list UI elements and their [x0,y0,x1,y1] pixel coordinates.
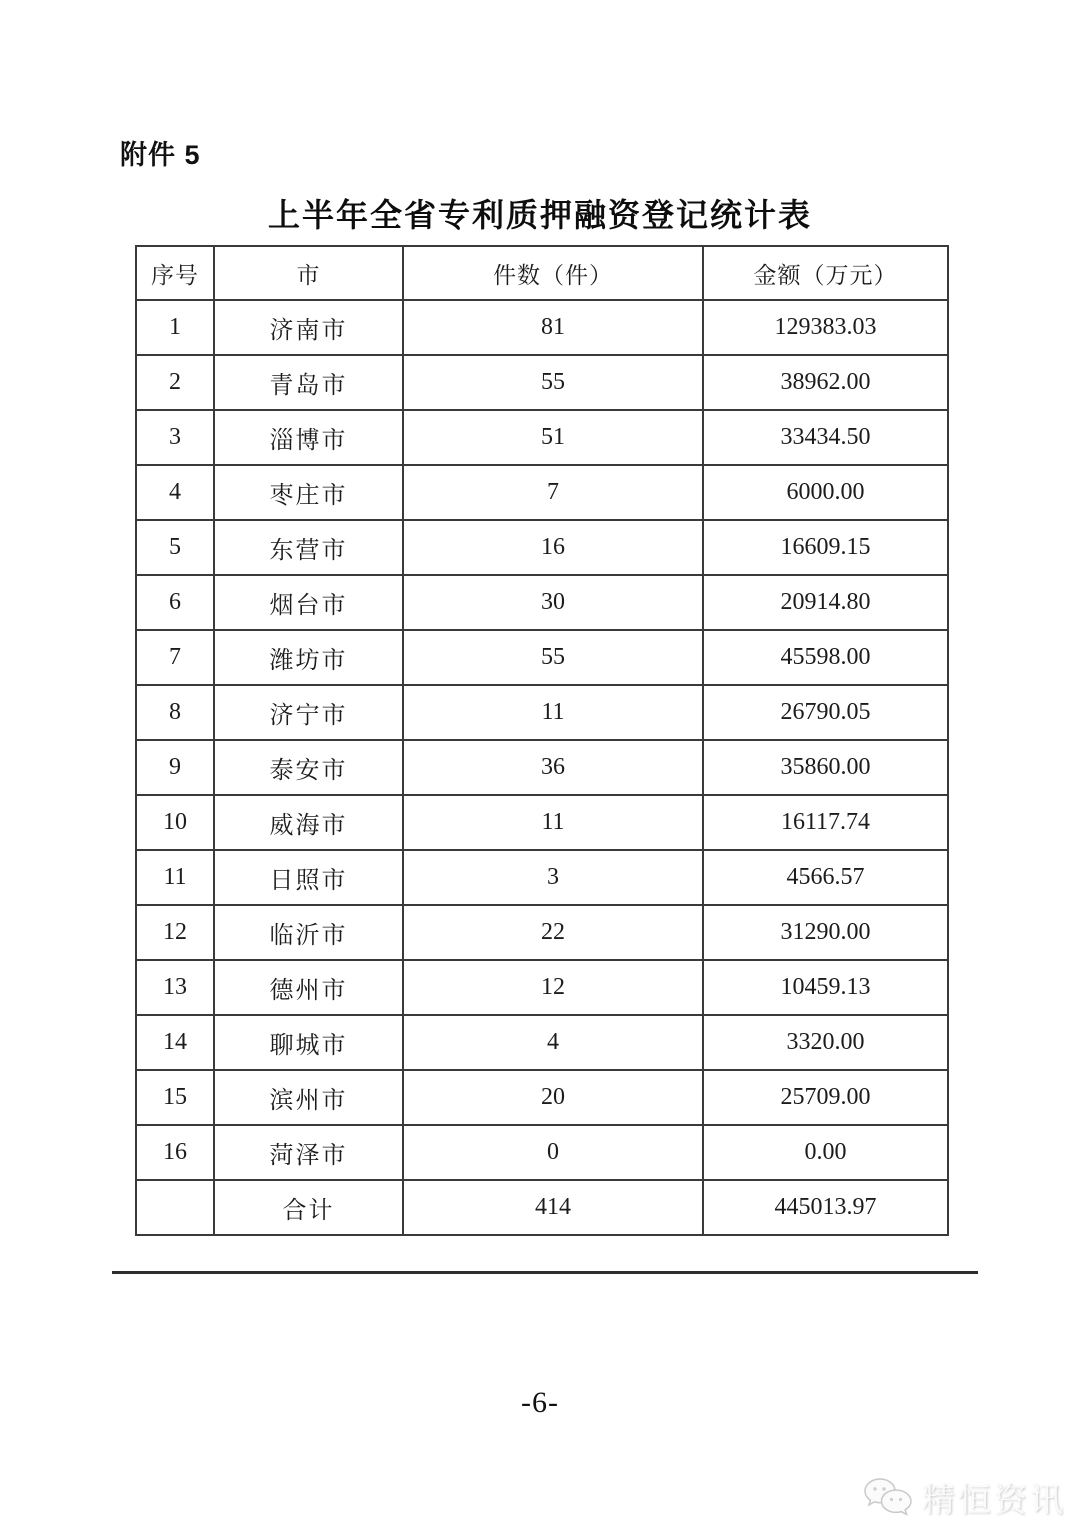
cell-no: 16 [136,1125,214,1180]
cell-count: 7 [403,465,703,520]
cell-no: 8 [136,685,214,740]
cell-city: 菏泽市 [214,1125,403,1180]
table-row [136,575,948,630]
cell-city: 青岛市 [214,355,403,410]
table-row [136,410,948,465]
column-header-count: 件数（件） [403,246,703,300]
cell-count: 11 [403,795,703,850]
cell-city: 烟台市 [214,575,403,630]
cell-amount: 26790.05 [703,685,948,740]
cell-city: 威海市 [214,795,403,850]
cell-count: 4 [403,1015,703,1070]
table-row [136,685,948,740]
cell-amount: 3320.00 [703,1015,948,1070]
table-bottom-rule [112,1271,978,1274]
cell-no: 5 [136,520,214,575]
cell-no: 1 [136,300,214,355]
cell-count: 55 [403,630,703,685]
page-number: -6- [521,1386,559,1419]
wechat-icon [862,1476,914,1520]
cell-amount: 0.00 [703,1125,948,1180]
table-row [136,300,948,355]
table-row [136,355,948,410]
brand-watermark [862,1474,1066,1521]
cell-no: 9 [136,740,214,795]
table-row [136,520,948,575]
cell-no: 4 [136,465,214,520]
cell-count: 11 [403,685,703,740]
cell-count: 414 [403,1180,703,1235]
cell-total-label: 合计 [214,1180,403,1235]
table-row [136,795,948,850]
cell-city: 淄博市 [214,410,403,465]
cell-count: 36 [403,740,703,795]
cell-count: 12 [403,960,703,1015]
cell-no: 3 [136,410,214,465]
cell-city: 济宁市 [214,685,403,740]
cell-city: 潍坊市 [214,630,403,685]
table-row [136,465,948,520]
cell-amount: 25709.00 [703,1070,948,1125]
table-row [136,850,948,905]
cell-amount: 16609.15 [703,520,948,575]
cell-count: 0 [403,1125,703,1180]
attachment-label: 附件 5 [120,140,201,170]
cell-count: 55 [403,355,703,410]
cell-count: 16 [403,520,703,575]
cell-amount: 38962.00 [703,355,948,410]
cell-amount: 33434.50 [703,410,948,465]
table-total-row [136,1180,948,1235]
table-header-row [136,246,948,300]
cell-count: 81 [403,300,703,355]
cell-city: 泰安市 [214,740,403,795]
cell-no: 14 [136,1015,214,1070]
cell-amount: 31290.00 [703,905,948,960]
table-row [136,630,948,685]
column-header-city: 市 [214,246,403,300]
cell-count: 30 [403,575,703,630]
column-header-no: 序号 [136,246,214,300]
cell-no: 12 [136,905,214,960]
cell-amount: 6000.00 [703,465,948,520]
table-row [136,905,948,960]
cell-no: 7 [136,630,214,685]
cell-no: 15 [136,1070,214,1125]
cell-no: 2 [136,355,214,410]
cell-city: 德州市 [214,960,403,1015]
cell-no: 6 [136,575,214,630]
table-row [136,1015,948,1070]
cell-count: 51 [403,410,703,465]
cell-city: 枣庄市 [214,465,403,520]
column-header-amount: 金额（万元） [703,246,948,300]
cell-city: 聊城市 [214,1015,403,1070]
cell-city: 临沂市 [214,905,403,960]
table-row [136,1125,948,1180]
table-row [136,1070,948,1125]
cell-amount: 10459.13 [703,960,948,1015]
cell-amount: 20914.80 [703,575,948,630]
cell-no: 13 [136,960,214,1015]
cell-amount: 45598.00 [703,630,948,685]
cell-count: 20 [403,1070,703,1125]
cell-amount: 445013.97 [703,1180,948,1235]
cell-count: 3 [403,850,703,905]
table-row [136,740,948,795]
cell-no: 10 [136,795,214,850]
brand-name: 精恒资讯 [922,1481,1066,1518]
cell-amount: 16117.74 [703,795,948,850]
statistics-table [135,245,949,1236]
cell-city: 滨州市 [214,1070,403,1125]
cell-no [136,1180,214,1235]
cell-city: 日照市 [214,850,403,905]
page-title: 上半年全省专利质押融资登记统计表 [267,197,812,233]
table-row [136,960,948,1015]
cell-city: 济南市 [214,300,403,355]
cell-city: 东营市 [214,520,403,575]
cell-amount: 4566.57 [703,850,948,905]
cell-no: 11 [136,850,214,905]
cell-amount: 129383.03 [703,300,948,355]
cell-amount: 35860.00 [703,740,948,795]
cell-count: 22 [403,905,703,960]
